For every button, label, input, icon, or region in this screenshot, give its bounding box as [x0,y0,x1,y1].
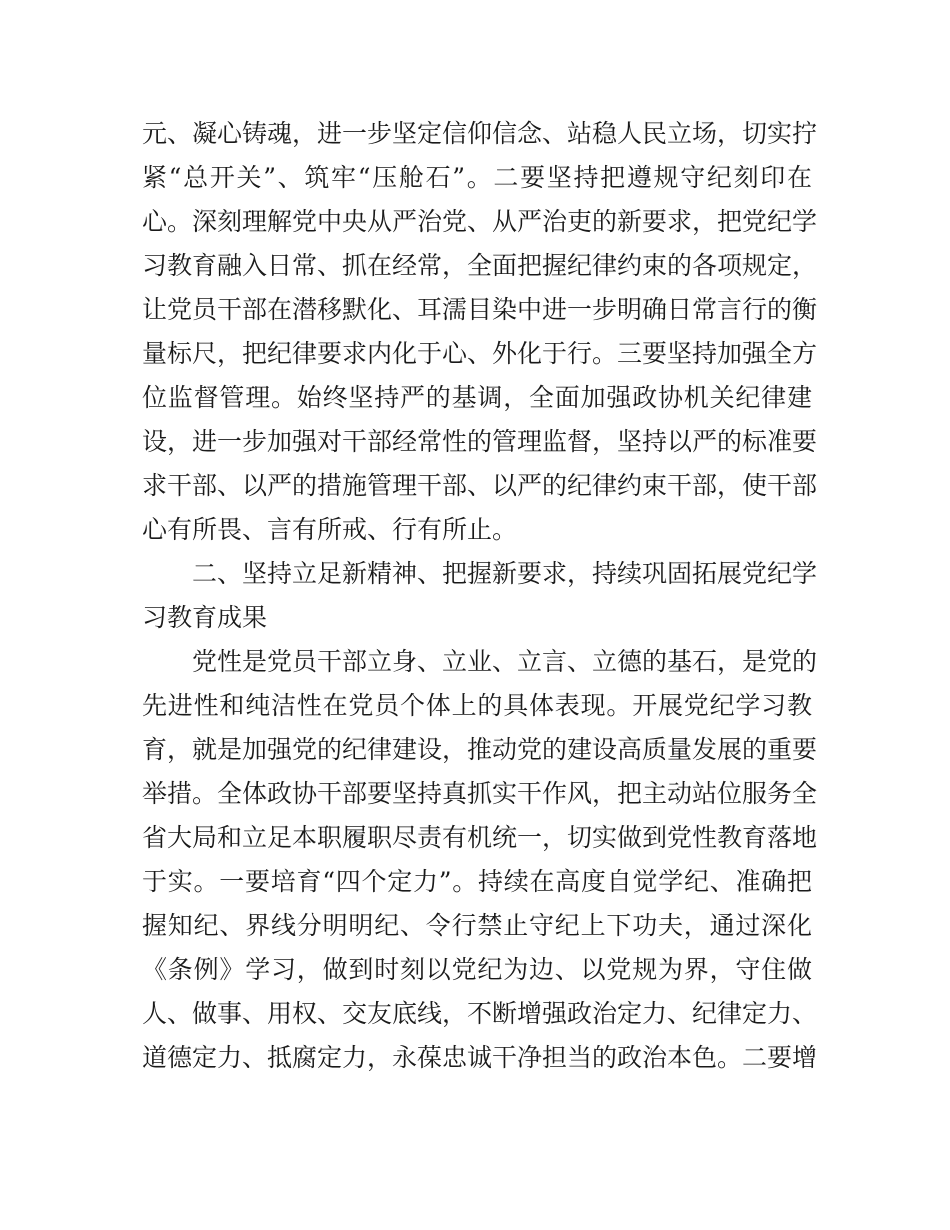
text-line: 党性是党员干部立身、立业、立言、立德的基石，是党的 [192,647,818,676]
heading-line: 习教育成果 [142,603,268,632]
text-line: 心有所畏、言有所戒、行有所止。 [142,515,518,544]
paragraph-body [142,640,818,1080]
document-body [142,112,818,1080]
paragraph-continuation [142,112,818,552]
text-line: 量标尺，把纪律要求内化于心、外化于行。三要坚持加强全方 [142,339,818,368]
text-line: 求干部、以严的措施管理干部、以严的纪律约束干部，使干部 [142,471,818,500]
text-line: 育，就是加强党的纪律建设，推动党的建设高质量发展的重要 [142,735,818,764]
text-line: 于实。一要培育“四个定力”。持续在高度自觉学纪、准确把 [142,867,812,896]
text-line: 位监督管理。始终坚持严的基调，全面加强政协机关纪律建 [142,383,812,412]
section-heading [142,552,818,640]
text-line: 让党员干部在潜移默化、耳濡目染中进一步明确日常言行的衡 [142,295,818,324]
text-line: 人、做事、用权、交友底线，不断增强政治定力、纪律定力、 [142,999,818,1028]
text-line: 元、凝心铸魂，进一步坚定信仰信念、站稳人民立场，切实拧 [142,119,818,148]
text-line: 举措。全体政协干部要坚持真抓实干作风，把主动站位服务全 [142,779,818,808]
text-line: 先进性和纯洁性在党员个体上的具体表现。开展党纪学习教 [142,691,812,720]
text-line: 握知纪、界线分明明纪、令行禁止守纪上下功夫，通过深化 [142,911,812,940]
text-line: 《条例》学习，做到时刻以党纪为边、以党规为界，守住做 [142,955,812,984]
text-line: 设，进一步加强对干部经常性的管理监督，坚持以严的标准要 [142,427,818,456]
text-line: 习教育融入日常、抓在经常，全面把握纪律约束的各项规定， [142,251,818,280]
text-line: 道德定力、抵腐定力，永葆忠诚干净担当的政治本色。二要增 [142,1043,818,1072]
text-line: 紧“总开关”、筑牢“压舱石”。二要坚持把遵规守纪刻印在 [142,163,812,192]
text-line: 心。深刻理解党中央从严治党、从严治吏的新要求，把党纪学 [142,207,818,236]
text-line: 省大局和立足本职履职尽责有机统一，切实做到党性教育落地 [142,823,818,852]
heading-line: 二、坚持立足新精神、把握新要求，持续巩固拓展党纪学 [192,559,818,588]
